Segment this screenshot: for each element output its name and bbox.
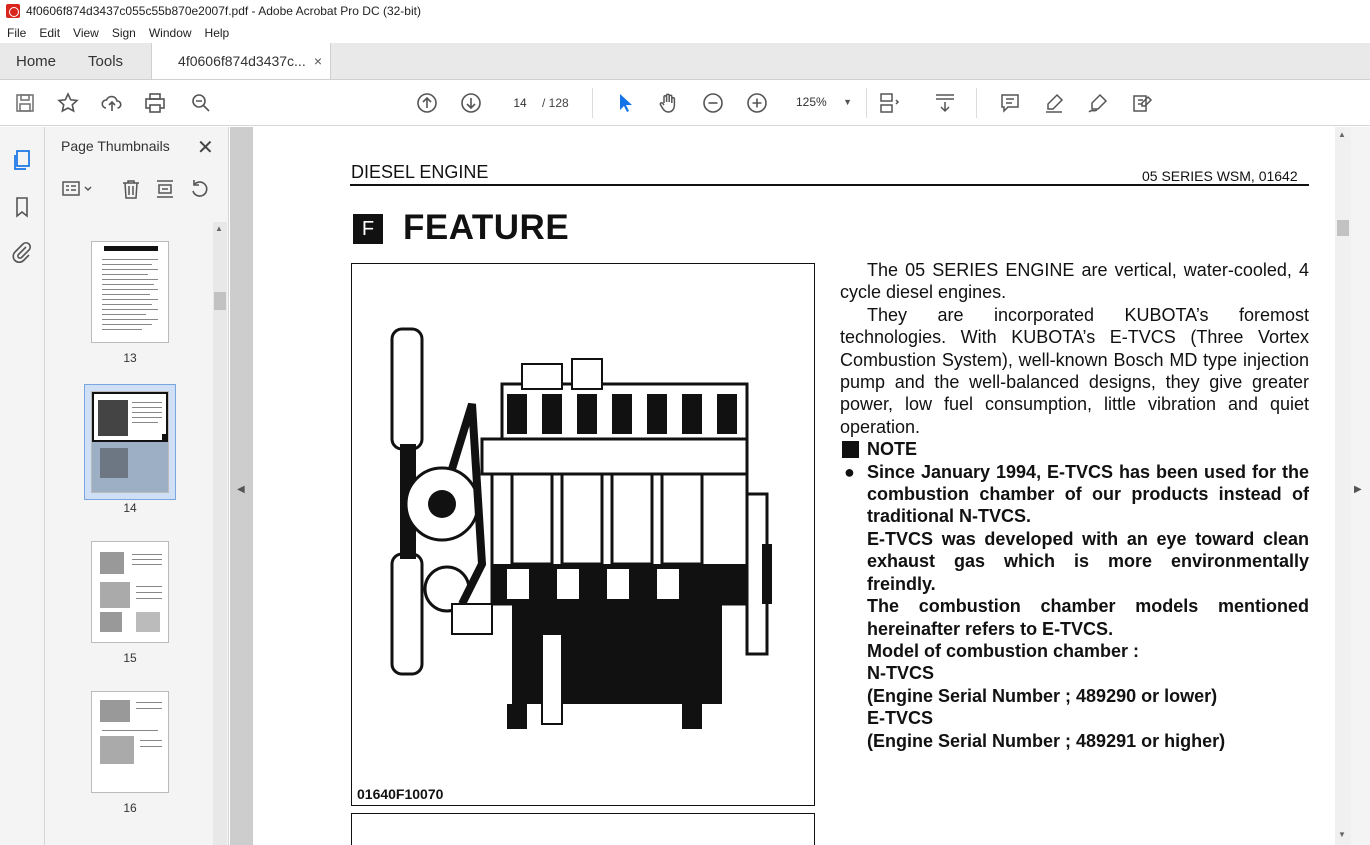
note-text-8: (Engine Serial Number ; 489291 or higher)	[867, 730, 1226, 751]
hand-icon[interactable]	[656, 91, 680, 115]
close-tab-icon[interactable]: ×	[313, 53, 323, 69]
note-text-3: The combustion chamber models mentioned hereinafter refers to E-TVCS.	[867, 596, 1309, 639]
collapse-panel-icon[interactable]: ◀	[237, 484, 245, 495]
menu-view[interactable]: View	[73, 25, 99, 40]
thumbnail-label-16: 16	[123, 801, 137, 815]
title-bar	[0, 0, 1370, 22]
document-tab-label: 4f0606f874d3437c...	[178, 53, 306, 69]
tab-home[interactable]: Home	[16, 52, 57, 70]
thumbnail-options-icon[interactable]	[61, 178, 95, 200]
paragraph-1: The 05 SERIES ENGINE are vertical, water-cooled, 4 cycle diesel engines.	[840, 260, 1309, 303]
section-letter-badge: F	[353, 214, 383, 244]
page-number-input[interactable]: 14	[502, 91, 538, 115]
menu-file[interactable]: File	[7, 25, 27, 40]
thumbnails-panel	[45, 127, 229, 845]
page-header-left: DIESEL ENGINE	[351, 162, 489, 182]
zoom-search-icon[interactable]	[189, 91, 213, 115]
document-scrollbar[interactable]	[1335, 127, 1351, 845]
figure-caption: 01640F10070	[357, 786, 444, 802]
menu-sign[interactable]: Sign	[111, 25, 136, 40]
acrobat-app-icon	[6, 4, 20, 18]
page-thumbnails-icon[interactable]	[10, 148, 34, 172]
scroll-thumb[interactable]	[1337, 220, 1349, 236]
thumbnail-page-15[interactable]	[91, 541, 169, 643]
attachment-icon[interactable]	[10, 240, 34, 264]
thumbnail-label-15: 15	[123, 651, 137, 665]
comment-icon[interactable]	[998, 91, 1022, 115]
toolbar-divider	[976, 88, 977, 118]
note-text-2: E-TVCS was developed with an eye toward clean exhaust gas which is more environmentally freindly.	[867, 528, 1309, 594]
paragraph-2: They are incorporated KUBOTA’s foremost technologies. With KUBOTA’s E-TVCS (Three Vortex Combustion System), well-known Bosch MD type injection pump and the well-balanced designs, they give greater power, low fuel consumption, little vibration and quiet operation.	[840, 304, 1309, 437]
print-icon[interactable]	[143, 91, 167, 115]
window-title: 4f0606f874d3437c055c55b870e2007f.pdf - Adobe Acrobat Pro DC (32-bit)	[26, 4, 421, 18]
next-figure	[351, 813, 815, 845]
note-square-icon	[842, 441, 859, 458]
scroll-up-icon[interactable]: ▲	[1338, 130, 1346, 139]
thumbnail-page-14[interactable]	[91, 391, 169, 493]
note-text-4: Model of combustion chamber :	[867, 640, 1140, 661]
page-fit-icon[interactable]	[877, 91, 901, 115]
zoom-level-value: 125%	[796, 95, 827, 109]
page-total-label: / 128	[542, 96, 569, 110]
tab-row	[0, 43, 1370, 80]
note-heading	[840, 438, 1309, 460]
toolbar-divider	[592, 88, 593, 118]
thumbnail-page-13[interactable]	[91, 241, 169, 343]
save-icon[interactable]	[13, 91, 37, 115]
thumbnail-scrollbar[interactable]	[213, 222, 227, 845]
chevron-down-icon: ▼	[843, 97, 852, 107]
note-text-5: N-TVCS	[867, 663, 934, 684]
delete-page-icon[interactable]	[120, 178, 142, 200]
page-up-icon[interactable]	[415, 91, 439, 115]
zoom-out-icon[interactable]	[701, 91, 725, 115]
note-title: NOTE	[867, 439, 918, 460]
section-title: FEATURE	[403, 208, 570, 247]
page-down-icon[interactable]	[459, 91, 483, 115]
scroll-up-icon[interactable]: ▲	[215, 224, 223, 233]
bullet-icon: ●	[844, 461, 855, 482]
close-panel-icon[interactable]: ✕	[197, 137, 214, 159]
note-text-7: E-TVCS	[867, 708, 934, 729]
rotate-page-icon[interactable]	[189, 178, 211, 200]
left-rail	[0, 127, 45, 845]
scroll-thumb[interactable]	[214, 292, 226, 310]
header-rule	[350, 184, 1309, 186]
page-header-right: 05 SERIES WSM, 01642	[1142, 168, 1298, 184]
star-icon[interactable]	[56, 91, 80, 115]
thumbnail-label-13: 13	[123, 351, 137, 365]
zoom-in-icon[interactable]	[745, 91, 769, 115]
highlight-icon[interactable]	[1042, 91, 1066, 115]
note-item	[840, 461, 1309, 528]
upload-icon[interactable]	[100, 91, 124, 115]
toolbar-divider	[866, 88, 867, 118]
thumbnail-label-14: 14	[123, 501, 137, 515]
select-cursor-icon[interactable]	[613, 91, 637, 115]
tab-tools[interactable]: Tools	[88, 52, 124, 70]
extract-page-icon[interactable]	[154, 178, 176, 200]
expand-right-panel-icon[interactable]: ▶	[1354, 484, 1362, 495]
tab-document[interactable]	[151, 43, 331, 79]
menu-window[interactable]: Window	[148, 25, 192, 40]
scroll-down-icon[interactable]: ▼	[1338, 830, 1346, 839]
menu-edit[interactable]: Edit	[39, 25, 61, 40]
note-text-6: (Engine Serial Number ; 489290 or lower)	[867, 685, 1218, 706]
zoom-level-select[interactable]	[790, 91, 858, 115]
bookmark-icon[interactable]	[10, 195, 34, 219]
thumbnail-page-16[interactable]	[91, 691, 169, 793]
engine-figure	[351, 263, 815, 806]
menu-help[interactable]: Help	[204, 25, 230, 40]
toolbar	[0, 80, 1370, 126]
edit-tools-icon[interactable]	[1130, 91, 1154, 115]
engine-cutaway-illustration	[352, 264, 815, 806]
panel-title: Page Thumbnails	[61, 138, 170, 154]
sign-icon[interactable]	[1086, 91, 1110, 115]
note-text-1: Since January 1994, E-TVCS has been used for the combustion chamber of our products instead of traditional N-TVCS.	[867, 461, 1309, 527]
body-text-column	[840, 259, 1309, 752]
menu-bar	[0, 22, 1370, 43]
scroll-mode-icon[interactable]	[933, 91, 957, 115]
